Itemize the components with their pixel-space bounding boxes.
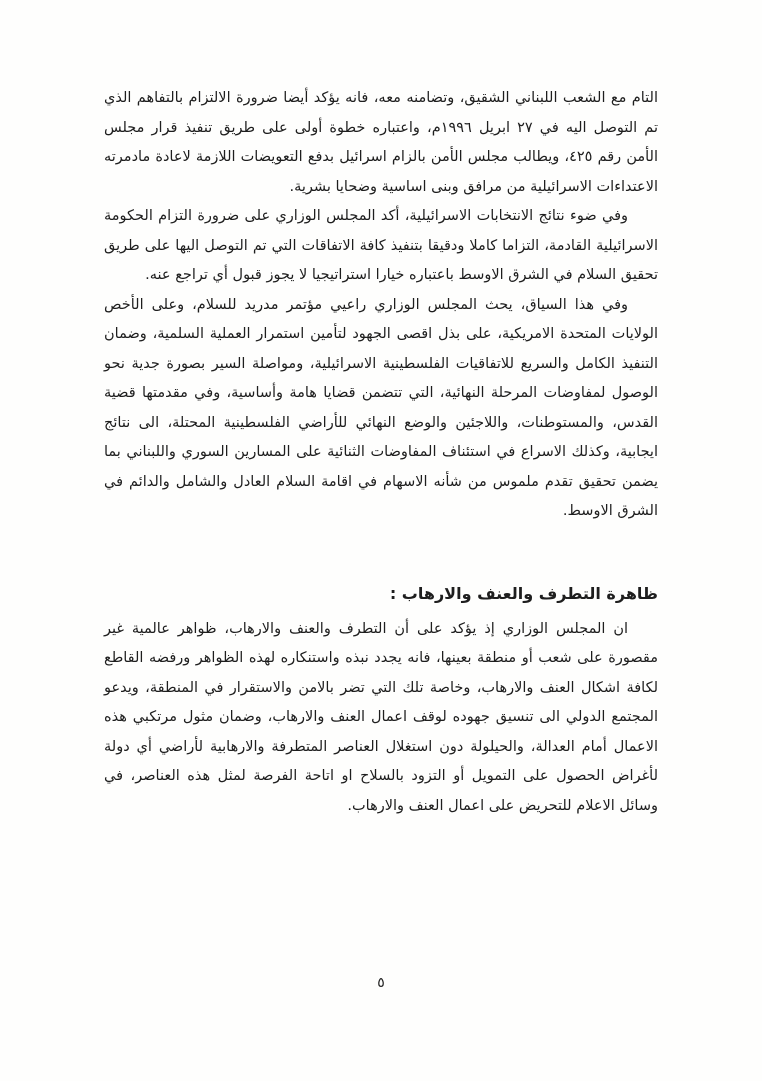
paragraph-israeli-elections: وفي ضوء نتائج الانتخابات الاسرائيلية، أكد المجلس الوزاري على ضرورة التزام الحكومة الاسرائيلية القادمة، التزاما كاملا ودقيقا بتنفيذ كافة الاتفاقات التي تم التوصل اليها على طريق تحقيق السلام في الشرق الاوسط باعتباره خيارا استراتيجيا لا يجوز قبول أي تراجع عنه. xyxy=(104,208,658,283)
paragraph-madrid-sponsors: وفي هذا السياق، يحث المجلس الوزاري راعيي مؤتمر مدريد للسلام، وعلى الأخص الولايات المتحدة الامريكية، على بذل اقصى الجهود لتأمين استمرار العملية السلمية، وضمان التنفيذ الكامل والسريع للاتفاقيات الفلسطينية الاسرائيلية، ومواصلة السير بصورة جدية نحو الوصول لمفاوضات المرحلة النهائية، التي تتضمن قضايا هامة وأساسية، وفي مقدمتها قضية القدس، والمستوطنات، واللاجئين والوضع النهائي للأراضي الفلسطينية المحتلة، الى نتائج ايجابية، وكذلك الاسراع في استئناف المفاوضات الثنائية على المسارين السوري واللبناني بما يضمن تحقيق تقدم ملموس من شأنه الاسهام في اقامة السلام العادل والشامل والدائم في الشرق الاوسط. xyxy=(104,296,658,519)
paragraph-terrorism-condemnation: ان المجلس الوزاري إذ يؤكد على أن التطرف والعنف والارهاب، ظواهر عالمية غير مقصورة على شعب أو منطقة بعينها، فانه يجدد نبذه واستنكاره لهذه الظواهر ورفضه القاطع لكافة اشكال العنف والارهاب، وخاصة تلك التي تضر بالامن والاستقرار في المنطقة، ويدعو المجتمع الدولي الى تنسيق جهوده لوقف اعمال العنف والارهاب، وضمان مثول مرتكبي هذه الاعمال أمام العدالة، والحيلولة دون استغلال العناصر المتطرفة والارهابية لأراضي أي دولة لأغراض الحصول على التمويل أو التزود بالسلاح او اتاحة الفرصة لمثل هذه العناصر، في وسائل الاعلام للتحريض على اعمال العنف والارهاب. xyxy=(104,620,658,814)
page-number: ٥ xyxy=(377,975,385,991)
section-heading-extremism-violence-terrorism: ظاهرة التطرف والعنف والارهاب : xyxy=(389,583,658,603)
paragraph-continuation: التام مع الشعب اللبناني الشقيق، وتضامنه معه، فانه يؤكد أيضا ضرورة الالتزام بالتفاهم الذي تم التوصل اليه في ٢٧ ابريل ١٩٩٦م، واعتباره خطوة أولى على طريق تنفيذ قرار مجلس الأمن رقم ٤٢٥، ويطالب مجلس الأمن بالزام اسرائيل بدفع التعويضات اللازمة لاعادة مادمرته الاعتداءات الاسرائيلية من مرافق وبنى اساسية وضحايا بشرية. xyxy=(104,90,658,195)
page-body-text xyxy=(104,84,658,821)
